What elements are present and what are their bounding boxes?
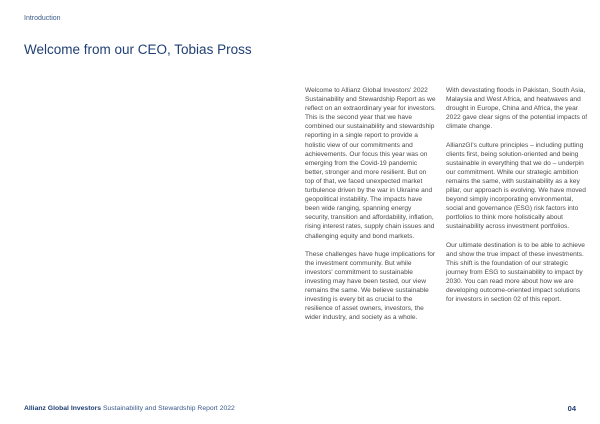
paragraph: Welcome to Allianz Global Investors' 2022 Sustainability and Stewardship Report as we reflect on an extraordinary year for investors. This is the second year that we have combined our sustainability and stewardship reporting in a single report to provide a holistic view of our commitments and achievements. Our focus this year was on emerging from the Covid-19 pandemic better, stronger and more resilient. But on top of that, we faced unexpected market turbulence driven by the war in Ukraine and geopolitical instability. The impacts have been wide ranging, spanning energy security, transition and affordability, inflation, rising interest rates, supply chain issues and challenging equity and bond markets. [305,87,436,240]
footer-brand: Allianz Global Investors [24,405,102,412]
paragraph: AllianzGI's culture principles – including putting clients first, being solution-oriented and being sustainable in everything that we do – underpin our commitment. While our strategic ambition remains the same, with sustainability as a key pillar, our approach is evolving. We have moved beyond simply incorporating environmental, social and governance (ESG) risk factors into portfolios to think more holistically about sustainability across investment portfolios. [446,141,586,231]
footer-report-title: Sustainability and Stewardship Report 2022 [102,405,235,412]
paragraph: These challenges have huge implications for the investment community. But while investors' commitment to sustainable investing may have been tested, our view remains the same. We believe sustainable investing is every bit as crucial to the resilience of asset owners, investors, the wider industry, and society as a whole. [305,250,436,322]
page-number: 04 [567,404,576,413]
footer [24,405,235,412]
paragraph: With devastating floods in Pakistan, South Asia, Malaysia and West Africa, and heatwaves and drought in Europe, China and Africa, the year 2022 gave clear signs of the potential impacts of climate change. [446,87,588,131]
page-title: Welcome from our CEO, Tobias Pross [24,42,252,57]
section-label: Introduction [24,15,61,22]
body-column-left [305,86,437,332]
body-column-right [446,86,588,313]
paragraph: Our ultimate destination is to be able to achieve and show the true impact of these investments. This shift is the foundation of our strategic journey from ESG to sustainability to impact by 2030. You can read more about how we are developing outcome-oriented impact solutions for investors in section 02 of this report. [446,241,585,304]
